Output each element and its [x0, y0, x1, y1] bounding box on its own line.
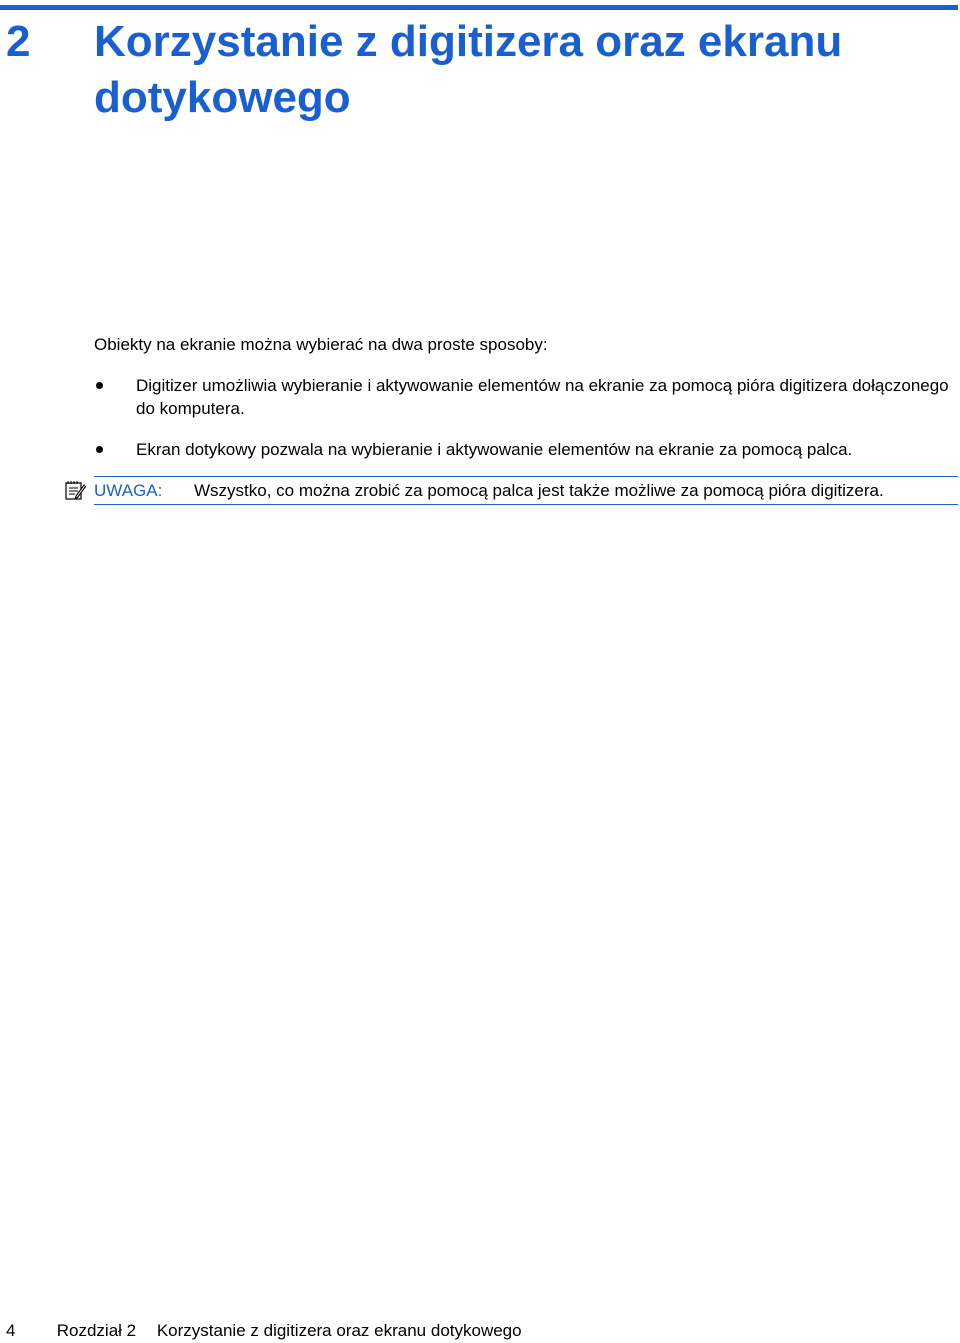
header-rule: [0, 5, 958, 10]
list-item: [94, 438, 954, 461]
bullet-list: [94, 374, 954, 479]
page-footer: [6, 1320, 522, 1342]
list-item-text: Ekran dotykowy pozwala na wybieranie i aktywowanie elementów na ekranie za pomocą palca.: [136, 440, 853, 459]
chapter-number: 2: [6, 17, 31, 66]
bullet-icon: [96, 446, 103, 453]
footer-chapter-title: Korzystanie z digitizera oraz ekranu dotykowego: [156, 1321, 522, 1340]
note-label: UWAGA:: [94, 481, 163, 500]
note-icon: [64, 479, 86, 501]
intro-paragraph: Obiekty na ekranie można wybierać na dwa proste sposoby:: [94, 335, 548, 354]
list-item-text: Digitizer umożliwia wybieranie i aktywowanie elementów na ekranie za pomocą pióra digitizera dołączonego do komputera.: [136, 376, 949, 418]
bullet-icon: [96, 382, 103, 389]
note-box: [94, 476, 958, 505]
list-item: [94, 374, 954, 420]
page-number: 4: [6, 1321, 16, 1340]
chapter-title: Korzystanie z digitizera oraz ekranu dotykowego: [94, 17, 843, 122]
footer-chapter-ref: Rozdział 2: [56, 1321, 137, 1340]
note-text: Wszystko, co można zrobić za pomocą palca jest także możliwe za pomocą pióra digitizera.: [194, 481, 884, 500]
